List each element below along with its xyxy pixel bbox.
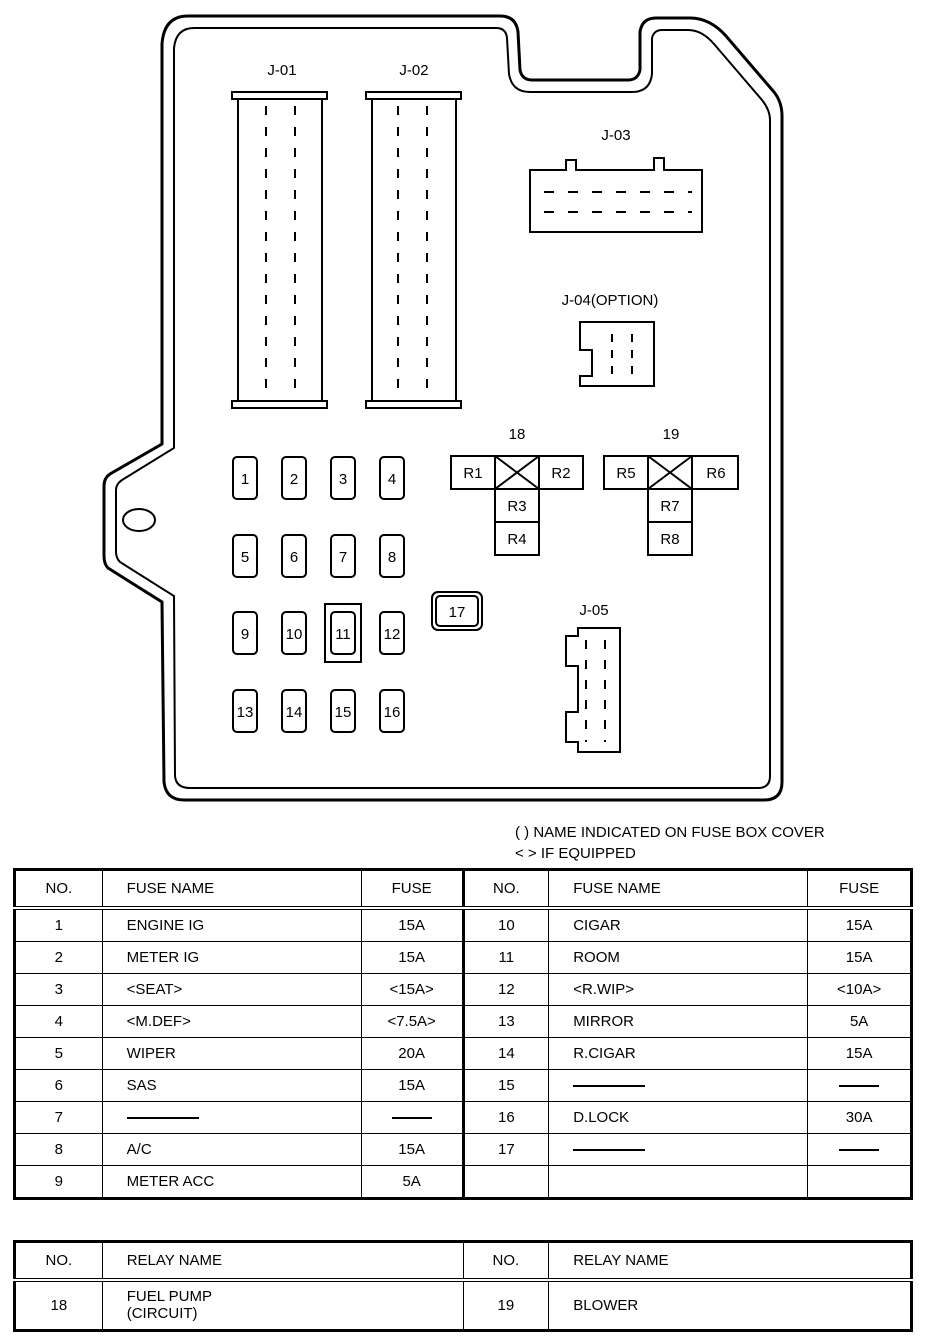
connector-j02 (366, 62, 461, 408)
fuse-no: 11 (463, 942, 549, 974)
dash-line (839, 1085, 879, 1087)
relay-number-18: 18 (508, 426, 526, 443)
fuse-slot-number: 10 (285, 626, 303, 643)
fuse-slot-7 (331, 535, 355, 577)
fuse-name: SAS (102, 1070, 361, 1102)
fuse-rating (808, 1070, 912, 1102)
fuse-slot-16 (380, 690, 404, 732)
header-no: NO. (15, 1242, 103, 1281)
fuse-no: 15 (463, 1070, 549, 1102)
note-cover-name: ( ) NAME INDICATED ON FUSE BOX COVER (515, 824, 825, 841)
fuse-slot-10 (282, 612, 306, 654)
header-no: NO. (463, 870, 549, 909)
fuse-rating: 20A (361, 1038, 463, 1070)
fuse-rating: 15A (361, 1070, 463, 1102)
fuse-name: <M.DEF> (102, 1006, 361, 1038)
fuse-name: WIPER (102, 1038, 361, 1070)
fuse-slot-number: 17 (448, 604, 466, 621)
fuse-table (13, 868, 913, 1200)
fuse-no: 9 (15, 1166, 103, 1199)
header-fuse-name: FUSE NAME (102, 870, 361, 909)
fuse-rating: 15A (808, 1038, 912, 1070)
relay-block-18 (451, 426, 583, 555)
fuse-name: MIRROR (549, 1006, 808, 1038)
connector-j05 (566, 602, 620, 752)
relay-pin-r1: R1 (463, 465, 483, 482)
relay-pin-r6: R6 (706, 465, 726, 482)
connector-label-j01: J-01 (267, 62, 297, 79)
fuse-no: 14 (463, 1038, 549, 1070)
table-row (15, 1280, 912, 1330)
fuse-no: 2 (15, 942, 103, 974)
fuse-slot-number: 15 (334, 704, 352, 721)
legend-notes (515, 822, 825, 864)
dash-line (392, 1117, 432, 1119)
fuse-slot-number: 16 (383, 704, 401, 721)
connector-j03 (530, 127, 702, 232)
header-fuse: FUSE (808, 870, 912, 909)
relay-pin-r4: R4 (507, 531, 527, 548)
connector-label-j03: J-03 (601, 127, 631, 144)
relay-no: 18 (15, 1280, 103, 1330)
table-row (15, 1102, 912, 1134)
fuse-name: CIGAR (549, 908, 808, 942)
header-fuse: FUSE (361, 870, 463, 909)
relay-pin-r2: R2 (551, 465, 571, 482)
fuse-rating (808, 1134, 912, 1166)
fuse-slot-number: 12 (383, 626, 401, 643)
fuse-no: 13 (463, 1006, 549, 1038)
fuse-name: METER IG (102, 942, 361, 974)
relay-name: BLOWER (549, 1280, 912, 1330)
fuse-slot-number: 5 (240, 549, 250, 566)
fuse-rating (808, 1166, 912, 1199)
header-no: NO. (15, 870, 103, 909)
fuse-no: 10 (463, 908, 549, 942)
table-row (15, 1070, 912, 1102)
fuse-no: 6 (15, 1070, 103, 1102)
fuse-slot-number: 1 (240, 471, 250, 488)
note-if-equipped: < > IF EQUIPPED (515, 845, 636, 862)
fuse-name (549, 1166, 808, 1199)
relay-no: 19 (463, 1280, 549, 1330)
relay-name-line: FUEL PUMP (126, 1288, 213, 1306)
fuse-name: <SEAT> (102, 974, 361, 1006)
fuse-name: ROOM (549, 942, 808, 974)
header-relay-name: RELAY NAME (102, 1242, 463, 1281)
fuse-slots (233, 457, 482, 732)
relay-table-header (15, 1242, 912, 1281)
fuse-slot-3 (331, 457, 355, 499)
fuse-name (102, 1102, 361, 1134)
fuse-slot-number: 9 (240, 626, 250, 643)
dash-line (127, 1117, 199, 1119)
fuse-name: D.LOCK (549, 1102, 808, 1134)
fuse-rating: 15A (808, 942, 912, 974)
table-row (15, 908, 912, 942)
connector-label-j04: J-04(OPTION) (561, 292, 659, 309)
fuse-no: 1 (15, 908, 103, 942)
fuse-no: 16 (463, 1102, 549, 1134)
table-row (15, 1038, 912, 1070)
dash-line (839, 1149, 879, 1151)
fuse-slot-6 (282, 535, 306, 577)
fuse-name (549, 1070, 808, 1102)
table-row (15, 974, 912, 1006)
fuse-rating: 15A (361, 942, 463, 974)
dash-line (573, 1085, 645, 1087)
table-row (15, 942, 912, 974)
relay-pin-r3: R3 (507, 498, 527, 515)
fuse-slot-14 (282, 690, 306, 732)
fuse-rating: 5A (808, 1006, 912, 1038)
relay-name (102, 1280, 463, 1330)
fuse-rating: 15A (808, 908, 912, 942)
dash-line (573, 1149, 645, 1151)
fuse-no: 12 (463, 974, 549, 1006)
fuse-slot-number: 2 (289, 471, 299, 488)
fuse-slot-12 (380, 612, 404, 654)
fuse-slot-11 (325, 604, 361, 662)
fuse-rating: 15A (361, 1134, 463, 1166)
fuse-no: 4 (15, 1006, 103, 1038)
fuse-slot-8 (380, 535, 404, 577)
relay-table (13, 1240, 913, 1332)
fuse-slot-5 (233, 535, 257, 577)
fuse-slot-number: 13 (236, 704, 254, 721)
fuse-slot-number: 8 (387, 549, 397, 566)
fuse-no (463, 1166, 549, 1199)
fuse-no: 7 (15, 1102, 103, 1134)
fuse-rating: <7.5A> (361, 1006, 463, 1038)
fuse-rating: 15A (361, 908, 463, 942)
fuse-slot-13 (233, 690, 257, 732)
fuse-slot-4 (380, 457, 404, 499)
table-row (15, 1166, 912, 1199)
relay-pin-r7: R7 (660, 498, 680, 515)
fuse-slot-15 (331, 690, 355, 732)
fuse-slot-2 (282, 457, 306, 499)
fuse-rating: <15A> (361, 974, 463, 1006)
fuse-rating: 30A (808, 1102, 912, 1134)
fuse-name: R.CIGAR (549, 1038, 808, 1070)
relay-block-19 (604, 426, 738, 555)
fuse-rating (361, 1102, 463, 1134)
relay-pin-r8: R8 (660, 531, 680, 548)
fuse-name: ENGINE IG (102, 908, 361, 942)
connector-label-j05: J-05 (579, 602, 609, 619)
fuse-name: METER ACC (102, 1166, 361, 1199)
header-no: NO. (463, 1242, 549, 1281)
fuse-slot-number: 6 (289, 549, 299, 566)
table-row (15, 1006, 912, 1038)
fuse-slot-number: 7 (338, 549, 348, 566)
fuse-rating: 5A (361, 1166, 463, 1199)
fuse-rating: <10A> (808, 974, 912, 1006)
fuse-no: 3 (15, 974, 103, 1006)
fuse-table-header (15, 870, 912, 909)
fuse-slot-1 (233, 457, 257, 499)
fuse-slot-17 (432, 592, 482, 630)
relay-name-line: (CIRCUIT) (126, 1305, 198, 1323)
fuse-name (549, 1134, 808, 1166)
table-row (15, 1134, 912, 1166)
connector-j04 (562, 292, 659, 386)
fuse-slot-number: 11 (335, 626, 351, 643)
fuse-slot-number: 3 (338, 471, 348, 488)
fuse-no: 5 (15, 1038, 103, 1070)
fuse-no: 17 (463, 1134, 549, 1166)
fuse-slot-number: 14 (285, 704, 303, 721)
connector-label-j02: J-02 (399, 62, 429, 79)
fuse-slot-9 (233, 612, 257, 654)
fuse-slot-number: 4 (387, 471, 397, 488)
connector-j01 (232, 62, 327, 408)
fuse-name: <R.WIP> (549, 974, 808, 1006)
relay-number-19: 19 (662, 426, 680, 443)
relay-pin-r5: R5 (616, 465, 636, 482)
header-relay-name: RELAY NAME (549, 1242, 912, 1281)
header-fuse-name: FUSE NAME (549, 870, 808, 909)
fuse-no: 8 (15, 1134, 103, 1166)
fuse-name: A/C (102, 1134, 361, 1166)
mounting-hole (123, 509, 155, 531)
